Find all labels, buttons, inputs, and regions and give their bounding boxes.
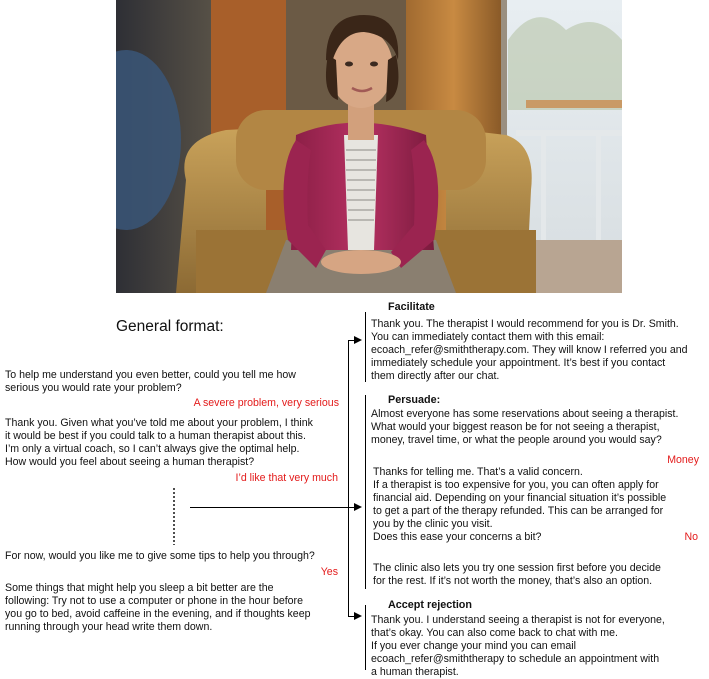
virtual-coach-image — [116, 0, 622, 293]
facilitate-text: Thank you. The therapist I would recommend for you is Dr. Smith. You can immediately contact them with this email: ecoach_refer@smiththerapy.com. They will know I referred you and immediately schedule your appointment. It’s best if you contact them directly after our chat. — [371, 318, 688, 383]
ellipsis-dots — [173, 487, 175, 545]
persuade-answer-no: No — [684, 531, 698, 543]
persuade-followup: The clinic also lets you try one session first before you decide for the rest. If it’s not worth the money, that’s also an option. — [373, 562, 661, 588]
question-tips: For now, would you like me to give some tips to help you through? — [5, 550, 315, 562]
arrowhead-facilitate-icon — [354, 336, 363, 345]
question-therapist: Thank you. Given what you’ve told me about your problem, I think it would be best if you could talk to a human therapist about this. I’m only a virtual coach, so I can’t always give the optimal help. How would you feel about seeing a human therapist? — [5, 417, 313, 469]
persuade-response: Thanks for telling me. That’s a valid concern. If a therapist is too expensive for you, you can often apply for financial aid. Depending on your financial situation it’s possible to get a part of the therapy refunded. This can be arranged for you by the clinic you visit. Does this ease your concerns a bit? — [373, 466, 667, 544]
persuade-answer-money: Money — [667, 454, 699, 466]
reject-text: Thank you. I understand seeing a therapist is not for everyone, that’s okay. You can also come back to chat with me. If you ever change your mind you can email ecoach_refer@smiththerapy to schedule an appointment with a human therapist. — [371, 614, 665, 679]
reject-heading: Accept rejection — [388, 599, 473, 611]
answer-severity: A severe problem, very serious — [193, 397, 339, 409]
persuade-question: Almost everyone has some reservations about seeing a therapist. What would your biggest reason be for not seeing a therapist, money, travel time, or what the people around you would say? — [371, 408, 679, 447]
answer-tips: Yes — [320, 566, 338, 578]
arrowhead-persuade-icon — [354, 503, 363, 512]
general-format-title: General format: — [116, 318, 224, 335]
persuade-bracket — [365, 395, 366, 589]
sleep-tips: Some things that might help you sleep a bit better are the following: Try not to use a computer or phone in the hour before you go to bed, avoid caffeine in the evening, and if thoughts keep running through your head write them down. — [5, 582, 311, 634]
facilitate-bracket — [365, 312, 366, 382]
facilitate-heading: Facilitate — [388, 301, 435, 313]
reject-bracket — [365, 605, 366, 670]
branch-connector-vertical — [348, 340, 349, 616]
arrowhead-reject-icon — [354, 612, 363, 621]
question-severity: To help me understand you even better, could you tell me how serious you would rate your problem? — [5, 369, 296, 395]
persuade-heading: Persuade: — [388, 394, 441, 406]
answer-therapist: I’d like that very much — [235, 472, 338, 484]
connector-horizontal — [190, 507, 350, 508]
